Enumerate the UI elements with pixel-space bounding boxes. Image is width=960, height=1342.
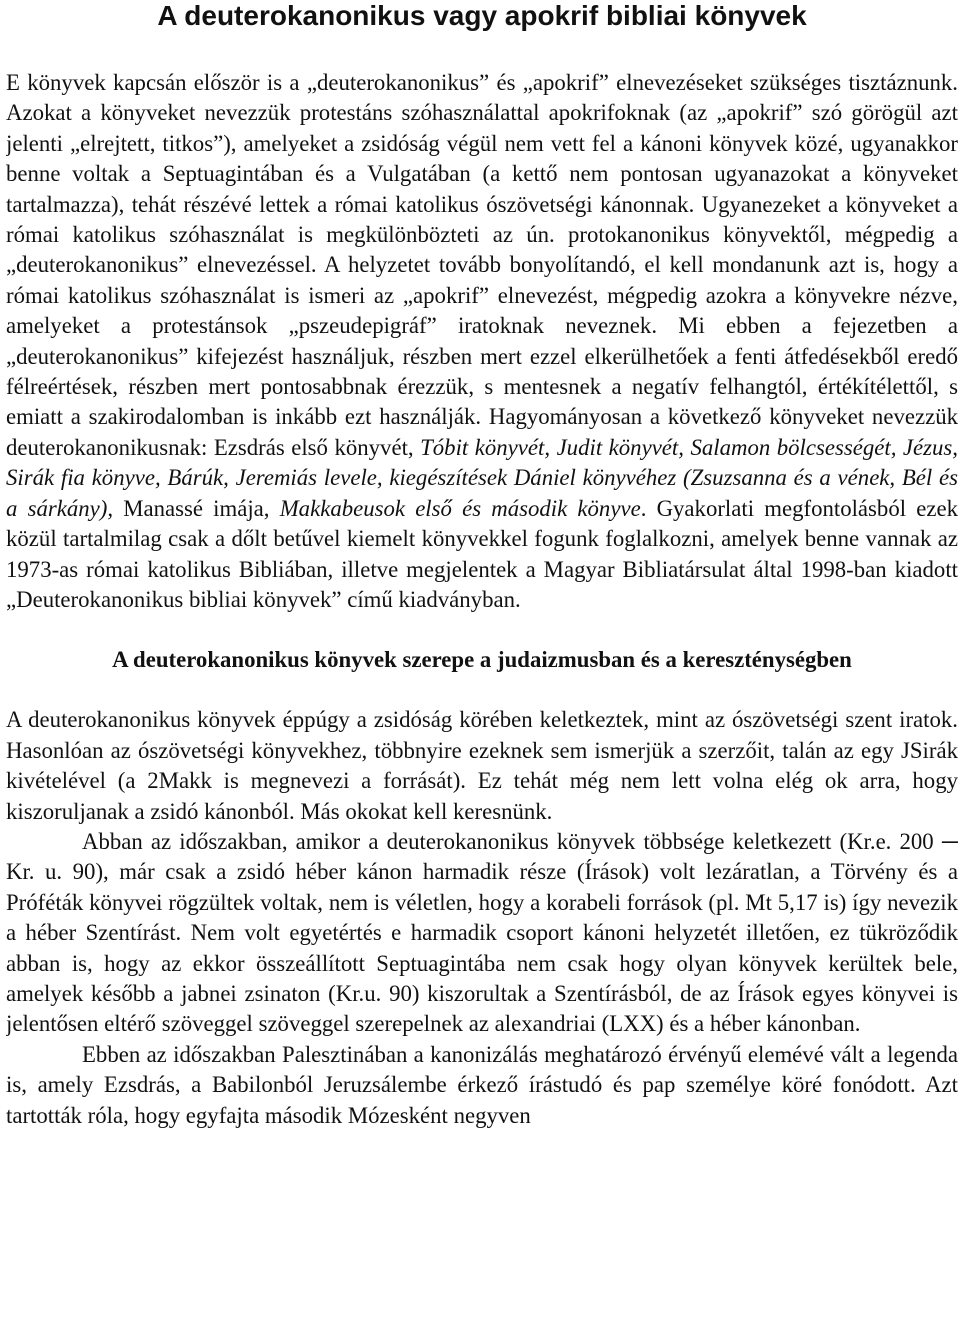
section-title: A deuterokanonikus könyvek szerepe a judaizmusban és a kereszténységben — [112, 647, 852, 673]
body-paragraph-1: A deuterokanonikus könyvek éppúgy a zsidóság körében keletkeztek, mint az ószövetségi szent iratok. Hasonlóan az ószövetségi könyvekhez, többnyire ezeknek sem ismerjük a szerzőit, talán az egy JSirák kivételével (a 2Makk is megnevezi a forrását). Ez tehát még nem lett volna elég ok arra, hogy kiszoruljanak a zsidó kánonból. Más okokat kell keresnünk. — [6, 707, 958, 824]
intro-text-part3: . Gyakorlati megfontolásból ezek közül tartalmilag csak a dőlt betűvel kiemelt könyvekkel fogunk foglalkozni, amelyek benne vannak az 1973-as római katolikus Bibliában, illetve megjelentek a Magyar Bibliatársulat által 1998-ban kiadott „Deuterokanonikus bibliai könyvek” című kiadványban. — [6, 495, 958, 612]
body-paragraph-2: Abban az időszakban, amikor a deuterokanonikus könyvek többsége keletkezett (Kr.e. 200 ─ Kr. u. 90), már csak a zsidó héber kánon harmadik része (Írások) volt lezáratlan, a Törvény és a Próféták könyvei rögzültek voltak, nem is véletlen, hogy a korabeli források (pl. Mt 5,17 is) így nevezik a héber Szentírást. Nem volt egyetértés e harmadik csoport kánoni helyzetét illetően, ez tükröződik abban is, hogy az ekkor összeállított Septuagintába nem csak hogy olyan könyvek kerültek bele, amelyek később a jabnei zsinaton (Kr.u. 90) kiszorultak a Szentírásból, de az Írások egyes könyvei is jelentősen eltérő szöveggel szöveggel szerepelnek az alexandriai (LXX) és a héber kánonban. — [6, 828, 958, 1037]
document-title: A deuterokanonikus vagy apokrif bibliai könyvek — [157, 0, 807, 31]
intro-italic-books: Tóbit könyvét, Judit könyvét, Salamon bölcsességét, Jézus, Sirák fia könyve, Bárúk, Jeremiás levele, kiegészítések Dániel könyvéhez (Zsuzsanna és a vének, Bél és a sárkány), — [6, 434, 958, 521]
document-page — [6, 0, 958, 1342]
intro-paragraph — [6, 68, 958, 615]
body-paragraph-3: Ebben az időszakban Palesztinában a kanonizálás meghatározó érvényű elemévé vált a legenda is, amely Ezsdrás, a Babilonból Jeruzsálembe érkező írástudó és pap személye köré fonódott. Azt tartották róla, hogy egyfajta második Mózesként negyven — [6, 1041, 958, 1128]
intro-text-part1: E könyvek kapcsán először is a „deuterokanonikus” és „apokrif” elnevezéseket szükséges tisztáznunk. Azokat a könyveket nevezzük protestáns szóhasználattal apokrifoknak (az „apokrif” szó görögül azt jelenti „elrejtett, titkos”), amelyeket a zsidóság végül nem vett fel a kánoni könyvek közé, ugyanakkor benne voltak a Septuagintában és a Vulgatában (a kettő nem pontosan ugyanazokat a könyveket tartalmazza), tehát részévé lettek a római katolikus ószövetségi kánonnak. Ugyanezeket a könyveket a római katolikus szóhasználat is megkülönbözteti az ún. protokanonikus könyvektől, mégpedig a „deuterokanonikus” elnevezéssel. A helyzetet tovább bonyolítandó, el kell mondanunk azt is, hogy a római katolikus szóhasználat is ismeri az „apokrif” elnevezést, mégpedig azokra a könyvekre nézve, amelyeket a protestánsok „pszeudepigráf” iratoknak neveznek. Mi ebben a fejezetben a „deuterokanonikus” kifejezést használjuk, részben mert ezzel elkerülhetőek a fenti átfedésekből eredő félreértések, részben mert pontosabbnak érezzük, s mentesnek a negatív felhangtól, értékítélettől, s emiatt a szakirodalomban is inkább ezt használják. Hagyományosan a következő könyveket nevezzük deuterokanonikusnak: Ezsdrás első könyvét, — [6, 70, 958, 460]
intro-italic-makkabeusok: Makkabeusok első és második könyve — [279, 495, 641, 521]
intro-text-part2: Manassé imája, — [113, 495, 280, 521]
